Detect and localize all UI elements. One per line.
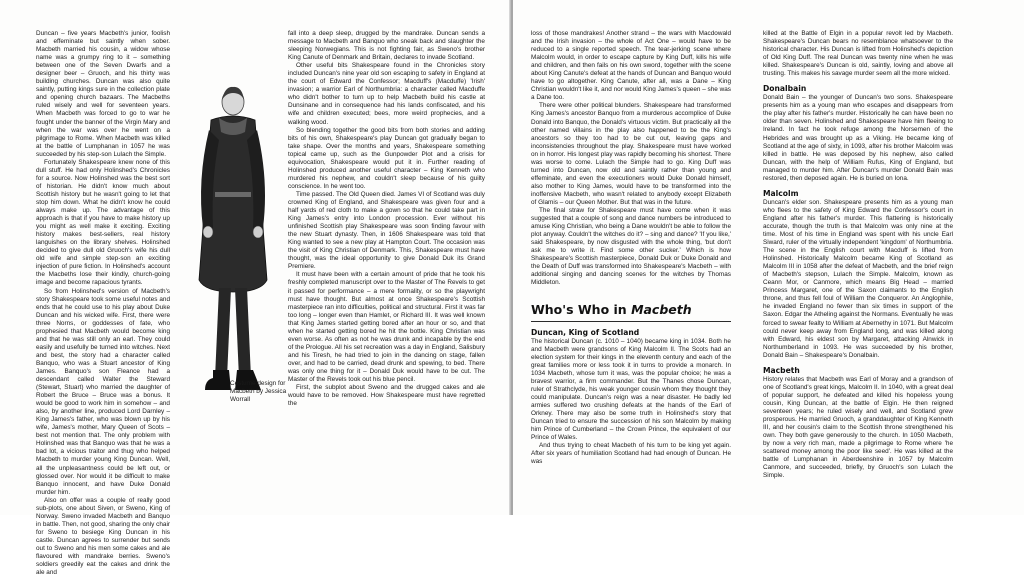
left-column-2 [288,30,485,510]
figure-left-hand [203,226,213,238]
left-col2-paragraph: It must have been with a certain amount of pride that he took his freshly completed manuscript over to the Master of The Revels to get it passed for performance – a mere formality, or so the playwright must have thought. But almost at once Shakespeare's Scottish masterpiece ran into difficulties, political and structural. First it was far too long – longer even than Hamlet, or Richard III. It was well known that King James started getting bored after an hour or so, and that when he started getting bored he hit the bottle. King Christian was even worse. As often as not he was drunk and incapable by the end of the Prologue. All his set recreation was a day in England, Salisbury and his Tiresh, he had tried to join in the dancing on stage, fallen over, and had to be carried, dead drunk and spewing, to bed. There was only one thing for it – Donald Duk would have to be cut. The Master of the Revels took out his blue pencil. [288,271,485,384]
right-column-1-text [531,30,731,288]
figure-caption: Costume design for Macbeth by Jessica Worrall [230,380,287,404]
left-col2-paragraph: Other useful bits Shakespeare found in the Chronicles story included Duncan's nine year old son escaping to safety in England at the court of Edward the Confessor; Macduff's (Macduffe) 'Irish' invasion; a warrior Earl of Northumbria: a character called Macduffe who didn't bother to turn up to help Macbeth build his castle at Dunsinane and in consequence had his lands confiscated, and his wife and children executed; bees, more weird prophecies, and a walking wood. [288,62,485,126]
figure-left-leg [215,288,231,378]
section-rule [531,321,731,322]
duncan-entry-text [531,338,731,467]
heading-donalbain: Donalbain [763,84,807,94]
left-col1-paragraph: Also on offer was a couple of really good sub-plots, one about Siven, or Sweno, King of Norway. Sweno invaded Macbeth and Banquo in battle. Then, not good, sharing the only chair for Sweno to besiege King Duncan in his castle. Duncan agrees to surrender but sends out to Sweno and his men some cakes and ale flavoured with mandrake berries. Sweno's soldiers greedily eat the cakes and drink the ale and [36,496,170,577]
left-col2-paragraph: fall into a deep sleep, drugged by the mandrake. Duncan sends a message to Macbeth and Banquo who sneak back and slaughter the sleeping Norwegians. This is not fighting fair, as Sweno's brother King Canute of Denmark and Britain, declares to invade Scotland. [288,30,485,62]
left-column-1 [36,30,170,577]
left-col1-paragraph: So from Holinshed's version of Macbeth's story Shakespeare took some useful notes and ends that he could use to his play about Duke Duncan and his wicked wife. First, there were three Norns, or goddesses of fate, who prophesied that Macbeth would become king and that he was still only an earl. They could easily and usefully be turned into witches. Next and best, the story had a character called Banquo, who was a Stuart ancestor of King James. Banquo's son Fleance had a descendant called Walter the Steward (Stewart, Stuart) who married the daughter of Robert the Bruce – Bruce was a bonus. It would be good to work him in somehow – and also, by another line, produced Lord Darnley – King James's father, who was blown up by his wife, James's mother, Mary Queen of Scots – best not mention that. The only problem with Holinshed was that Banquo was that he was a bad lot, a vicious traitor and thug who helped Macbeth to murder young King Duncan. Well, all the unpleasantness could be left out, or glossed over. Nor would it be difficult to make Banquo innocent, and have Duke Donald murder him. [36,287,170,496]
right-col1-paragraph: There were other political blunders. Shakespeare had transformed King James's ancestor Banquo from a murderous accomplice of Duke Donald into Banquo, the Donald's virtuous victim. But practically all the other named villains in the play also happened to be the King's ancestors so they too had to be cut out, leaving gaps and inconsistencies throughout the play. Shakespeare must have worked on in horror. His longest play was rapidly becoming his shortest. There was worse to come. Lulach the Simple had to go. King Duff was turned into Duncan, now old and saintly rather than young and effeminate, and even the executioners would Duke Donald himself, also mother to King James, would have to be transformed into the inoffensive Macbeth, who wasn't related to anybody except Elizabeth of Glamis – our Queen Mother. But that was in the future. [531,102,731,206]
right-col2-paragraph: Donald Bain – the younger of Duncan's two sons. Shakespeare presents him as a young man who escapes and disappears from the play after his father's murder. Historically he can have been no older than seven. Holinshed and Shakespeare have him fleeing to Ireland. In fact he took refuge among the Norsemen of the Hebrides and was brought up as a Viking. He became king of Scotland at the age of sixty, in 1093, after his brother Malcolm was killed in battle. He was deposed by his nephew, also called Duncan, with the help of William Rufus, King of England, but managed to murder him. After Duncan's murder Donald Bain was restored, then deposed again. He is buried on Iona. [763,94,953,182]
duncan-paragraph: And thus trying to cheat Macbeth of his turn to be king yet again. After six years of humiliation Scotland had had enough of Duncan. He was [531,442,731,466]
right-col2-paragraph: killed at the Battle of Elgin in a popular revolt led by Macbeth. Shakespeare's Duncan bears no resemblance whatsoever to the historical character. His Duncan is lifted from Holinshed's depiction of Old King Duff. The real Duncan was twenty nine when he was killed. Shakespeare's Duncan is old, saintly, loving and above all trusting. This makes his savage murder seem all the more wicked. [763,30,953,78]
right-col1-paragraph: loss of those mandrakes! Another strand – the wars with Macdowald and the Irish invasion – the whole of Act One – would have to be reduced to a single reported speech. The tear-jerking scene where Malcolm would, in order to escape capture by King Duff, kills his wife and children, and then fails on his own sword, together with the scene about King Canute's defeat at the hands of Duncan and Banquo would have to go altogether. King Canute, after all, was a Dane – King Christian wouldn't like it, and nor would King James's queen – she was a Dane too. [531,30,731,102]
costume-figure [181,60,285,412]
section-title-prefix: Who's Who in [531,301,632,317]
left-col2-paragraph: So blending together the good bits from both stories and adding bits of his own, Shakespeare's play Duncan got gradually began to take shape. Over the months and years, Shakespeare something topical came up, such as the Gunpowder Plot and a crisis for equivocation, Shakespeare would put it in. Further reading of Holinshed produced another useful character – King Kenneth who murdered his nephew, and couldn't sleep because of his guilty conscience. In he went too. [288,126,485,190]
figure-right-hand [253,226,263,238]
heading-malcolm: Malcolm [763,188,799,198]
right-page [513,0,1024,515]
right-column-2 [763,30,953,510]
right-col2-paragraph: Duncan's elder son. Shakespeare presents him as a young man who flees to the safety of King Edward the Confessor's court in England after his father's murder. This flattering is historically accurate, though the truth is that Malcolm was only nine at the time. Most of his time in England was spent with his uncle Earl Siward, ruler of the virtually independent 'kingdom' of Northumbria. The scene in the English court with Macduff is lifted from Holinshed. Historically Malcolm became King of Scotland as Malcolm III in 1058 after the defeat of Macbeth, and the brief reign of Macbeth's stepson, Lulach the Simple. Malcolm, known as Ceann Mor, or Canmore, which means Big Head – married Princess Margaret, one of the Saxon claimants to the English throne, and thus fell foul of William the Conqueror. An Anglophile, he invaded England no fewer than six times in support of the Saxon. Edgar the Atheling against the Normans. Eventually he was forced to swear fealty to William at Abernethy in 1071. But Malcolm could never keep away from England long, and was killed along with Edward, his eldest son by Margaret, attacking Alnwick in Northumberland in 1093. He was succeeded by his brother, Donald Bain – Shakespeare's Donalbain. [763,198,953,359]
left-col1-paragraph: Duncan – five years Macbeth's junior, foolish and effeminate but saintly when sober. Macbeth married his cousin, a widow whose name was a grumpy ring to it – something between one of the Seven Dwarfs and a designer beer – Gruoch, and his thirty was building churches. Duncan was also quite saintly, putting kings sure in the collection plate and opening church bazaars. The Macbeths ruled wisely and well for seventeen years. When Macbeth was forced to go to war he fought under the banner of the Virgin Mary and when the war was over he went on a pilgrimage to Rome. When Macbeth was killed at the battle of Lumphanan in 1057 he was succeeded by his step-son Lulach the Simple. [36,30,170,158]
figure-left-boot [205,370,231,390]
heading-duncan: Duncan, King of Scotland [531,327,640,337]
right-col1-paragraph: The final straw for Shakespeare must have come when it was suggested that a couple of song and dance numbers be introduced to amuse King Christian, who being a Dane wouldn't be able to follow the plot anyway. Couldn't the witches do it? – sing and dance? 'If you like,' said Shakespeare, by now disgusted with the whole thing, 'but don't ask me to write it. Find some other sucker.' Which is how Shakespeare's Scottish masterpiece, Donald Duk or Duke Donald and the Death of Duff was transformed into Shakespeare's Macbeth – with additional singing and dancing scenes for the witches by Thomas Middleton. [531,207,731,287]
section-title [531,302,731,317]
section-title-play: Macbeth [631,301,692,317]
right-col2-paragraph: History relates that Macbeth was Earl of Moray and a grandson of one of Scotland's great kings, Malcolm II. In 1040, with a great deal of popular support, he defeated and killed his hopeless young cousin, King Duncan, at the battle of Elgin. He then reigned seventeen years; he ruled wisely and well, and Scotland grew prosperous. He married Gruoch, a granddaughter of King Kenneth III, and her cousin's claim to the Scottish throne strengthened his own. They both gave generously to the church. In 1050 Macbeth, by now a very rich man, made a pilgrimage to Rome where 'he scattered money among the poor like seed'. He was killed at the battle of Lumphanan in Aberdeenshire in 1057 by Malcolm Canmore, and succeeded, briefly, by Gruoch's son Lulach the Simple. [763,375,953,480]
figure-right-leg [235,288,251,378]
left-col2-paragraph: First, the subplot about Sweno and the drugged cakes and ale would have to be removed. How Shakespeare must have regretted the [288,384,485,408]
left-col1-paragraph: Fortunately Shakespeare knew none of this dull stuff. He had only Holinshed's Chronicles for a source. Now Holinshed was the best sort of historian. He didn't know much about Scottish history but he wasn't going to let that stop him down. What he didn't know he could always make up. The advantage of this approach is that if you have to make history up you might as well make it exciting. Exciting history makes best-sellers, real history languishes on the library shelves. Holinshed decided to give dull old Gruoch's wife his dull old wife and simple step-son an exciting injection of pure fiction. In Holinshed's account the Macbeths lose their kindly, church-going image and become rapacious tyrants. [36,158,170,287]
left-col2-paragraph: Time passed. The Old Queen died. James VI of Scotland was duly crowned King of England, and Shakespeare was given four and a half yards of red cloth to make a gown so that he could take part in King James's entry into London procession. Ever without his unfinished Scottish play Shakespeare was soon finding favour with the new Stuart dynasty. Then, in 1606 Shakespeare was told that King wanted to see a new play at Hampton Court. The occasion was the visit of King Christian of Denmark. This, Shakespeare must have thought, was the ideal opportunity to give Donald Duk its Grand Premiere. [288,190,485,271]
right-column-1 [531,30,731,510]
left-page [0,0,511,577]
duncan-paragraph: The historical Duncan (c. 1010 – 1040) became king in 1034. Both he and Macbeth were grandsons of King Malcolm II. The Scots had an election system for their kings in the eleventh century and each of the great families more or less took it in turns to provide a monarch. In 1034 Macbeth, whose turn it was, was the popular choice; he was a bravest warrior, a firm commander. But the Thanes chose Duncan, ruler of Strathclyde, his weak younger cousin whom they thought they could manipulate. Duncan's reign was a near disaster. He badly led armies suffered two crushing defeats at the hands of the Earl of Orkney. There may also be some truth in Holinshed's story that Duncan tried to ensure the succession of his son Malcolm by making him Prince of Cumberland – the Crown Prince, the equivalent of our Prince of Wales. [531,337,731,442]
figure-belt [215,192,251,197]
heading-macbeth: Macbeth [763,365,800,375]
